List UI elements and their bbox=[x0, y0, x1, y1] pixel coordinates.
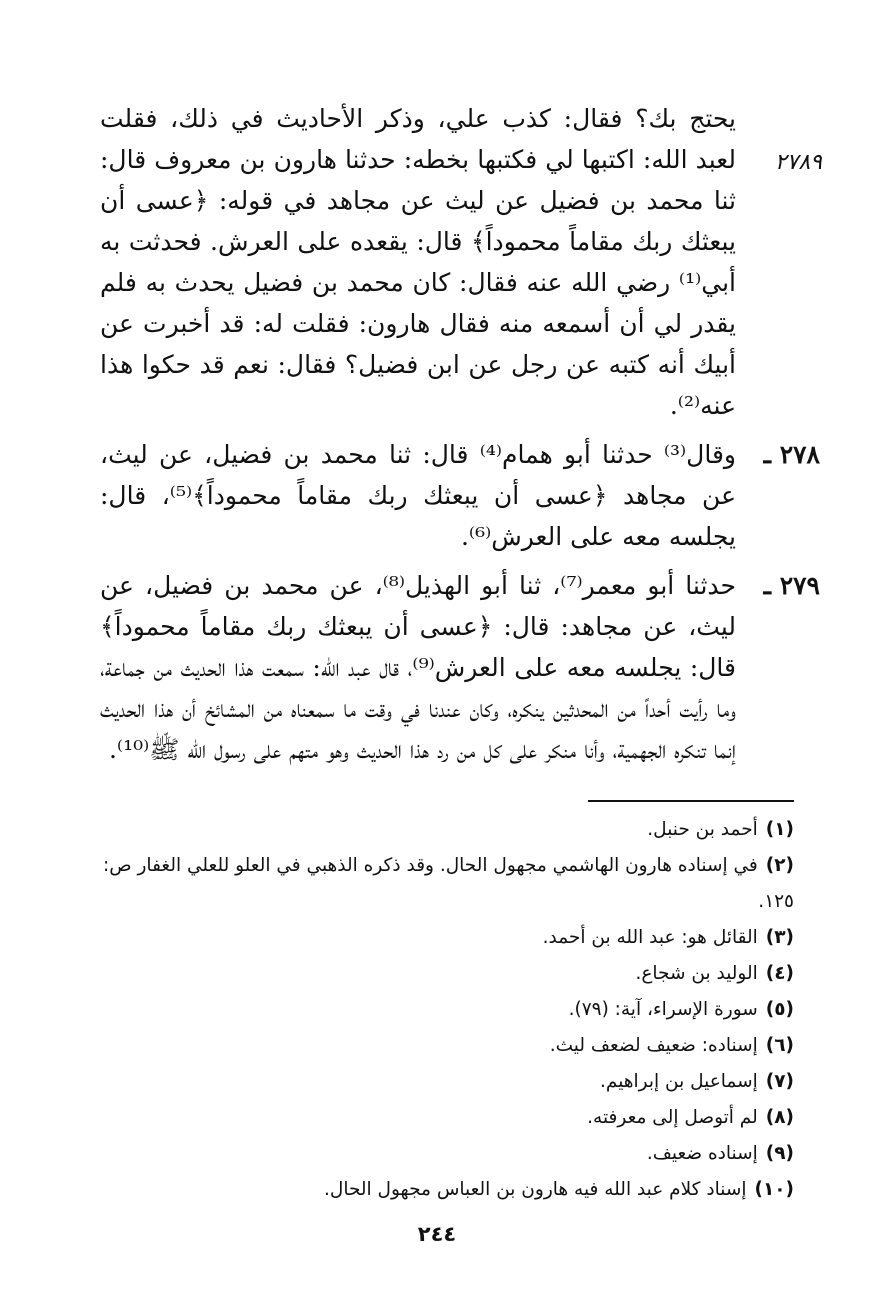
footnote-text: الوليد بن شجاع. bbox=[635, 963, 758, 984]
footnote-number: (١٠) bbox=[754, 1179, 794, 1200]
page-number: ٢٤٤ bbox=[417, 1222, 457, 1246]
footnote-number: (٤) bbox=[765, 963, 794, 984]
paragraph-text: يحتج بك؟ فقال: كذب علي، وذكر الأحاديث في ذلك، فقلت لعبد الله: اكتبها لي فكتبها بخطه: حدثنا هارون بن معروف قال: ثنا محمد بن فضيل عن ليث عن مجاهد في قوله: ﴿عسى أن يبعثك ربك مقاماً محموداً﴾ قال: يقعده على العرش. فحدثت به أبي⁽¹⁾ رضي الله عنه فقال: كان محمد بن فضيل يحدث به فلم يقدر لي أن أسمعه منه فقال هارون: فقلت له: قد أخبرت عن أبيك أنه كتبه عن رجل عن ابن فضيل؟ فقال: نعم قد حكوا هذا عنه⁽²⁾. bbox=[100, 104, 736, 420]
paragraph-1 bbox=[100, 98, 736, 426]
footnote-5 bbox=[94, 992, 794, 1028]
footnote-4 bbox=[94, 956, 794, 992]
paragraph-text: حدثنا أبو معمر⁽⁷⁾، ثنا أبو الهذيل⁽⁸⁾، عن محمد بن فضيل، عن ليث، عن مجاهد: قال: ﴿عسى أن يبعثك ربك مقاماً محموداً﴾ قال: يجلسه معه على العرش⁽⁹⁾، قال عبد الله: سمعت هذا الحديث من جماعة، وما رأيت أحداً من المحدثين ينكره، وكان عندنا في وقت ما سمعناه من المشائخ أن هذا الحديث إنما تنكره الجهمية، وأنا منكر على كل من رد هذا الحديث وهو متهم على رسول الله ﷺ⁽¹⁰⁾. bbox=[100, 571, 737, 764]
footnote-number: (٧) bbox=[765, 1071, 794, 1092]
footnote-number: (١) bbox=[765, 819, 794, 840]
footnote-6 bbox=[94, 1028, 794, 1064]
footnote-3 bbox=[94, 920, 794, 956]
footnote-9 bbox=[94, 1136, 794, 1172]
paragraph-text: وقال⁽³⁾ حدثنا أبو همام⁽⁴⁾ قال: ثنا محمد بن فضيل، عن ليث، عن مجاهد ﴿عسى أن يبعثك ربك مقاماً محموداً﴾⁽⁵⁾، قال: يجلسه معه على العرش⁽⁶⁾. bbox=[100, 440, 737, 551]
footnote-number: (٣) bbox=[765, 927, 794, 948]
footnote-text: لم أتوصل إلى معرفته. bbox=[587, 1107, 758, 1128]
footnote-number: (٦) bbox=[765, 1035, 794, 1056]
footnote-text: في إسناده هارون الهاشمي مجهول الحال. وقد ذكره الذهبي في العلو للعلي الغفار ص: ١٢٥. bbox=[103, 855, 794, 912]
footnote-7 bbox=[94, 1064, 794, 1100]
footnote-text: القائل هو: عبد الله بن أحمد. bbox=[542, 927, 758, 948]
footnote-number: (٢) bbox=[765, 855, 794, 876]
footnote-8 bbox=[94, 1100, 794, 1136]
footnote-text: إسناد كلام عبد الله فيه هارون بن العباس مجهول الحال. bbox=[324, 1179, 747, 1200]
footnote-text: إسناده ضعيف. bbox=[646, 1143, 758, 1164]
footnote-10 bbox=[94, 1172, 794, 1208]
footnote-text: إسناده: ضعيف لضعف ليث. bbox=[549, 1035, 758, 1056]
footnote-number: (٥) bbox=[765, 999, 794, 1020]
footnote-text: سورة الإسراء، آية: (٧٩). bbox=[568, 999, 758, 1020]
footnotes bbox=[94, 812, 794, 1208]
footnote-1 bbox=[94, 812, 794, 848]
footnote-number: (٩) bbox=[765, 1143, 794, 1164]
margin-note: ٢٧٨٩ bbox=[774, 150, 822, 175]
footnote-divider bbox=[588, 800, 794, 802]
footnote-number: (٨) bbox=[765, 1107, 794, 1128]
footnote-text: إسماعيل بن إبراهيم. bbox=[600, 1071, 758, 1092]
narration-number: ٢٧٨ ـ bbox=[763, 440, 820, 469]
narration-278 bbox=[100, 434, 820, 557]
footnote-2 bbox=[94, 848, 794, 920]
narration-279 bbox=[100, 565, 820, 770]
narration-number: ٢٧٩ ـ bbox=[763, 571, 820, 600]
footnote-text: أحمد بن حنبل. bbox=[647, 819, 758, 840]
